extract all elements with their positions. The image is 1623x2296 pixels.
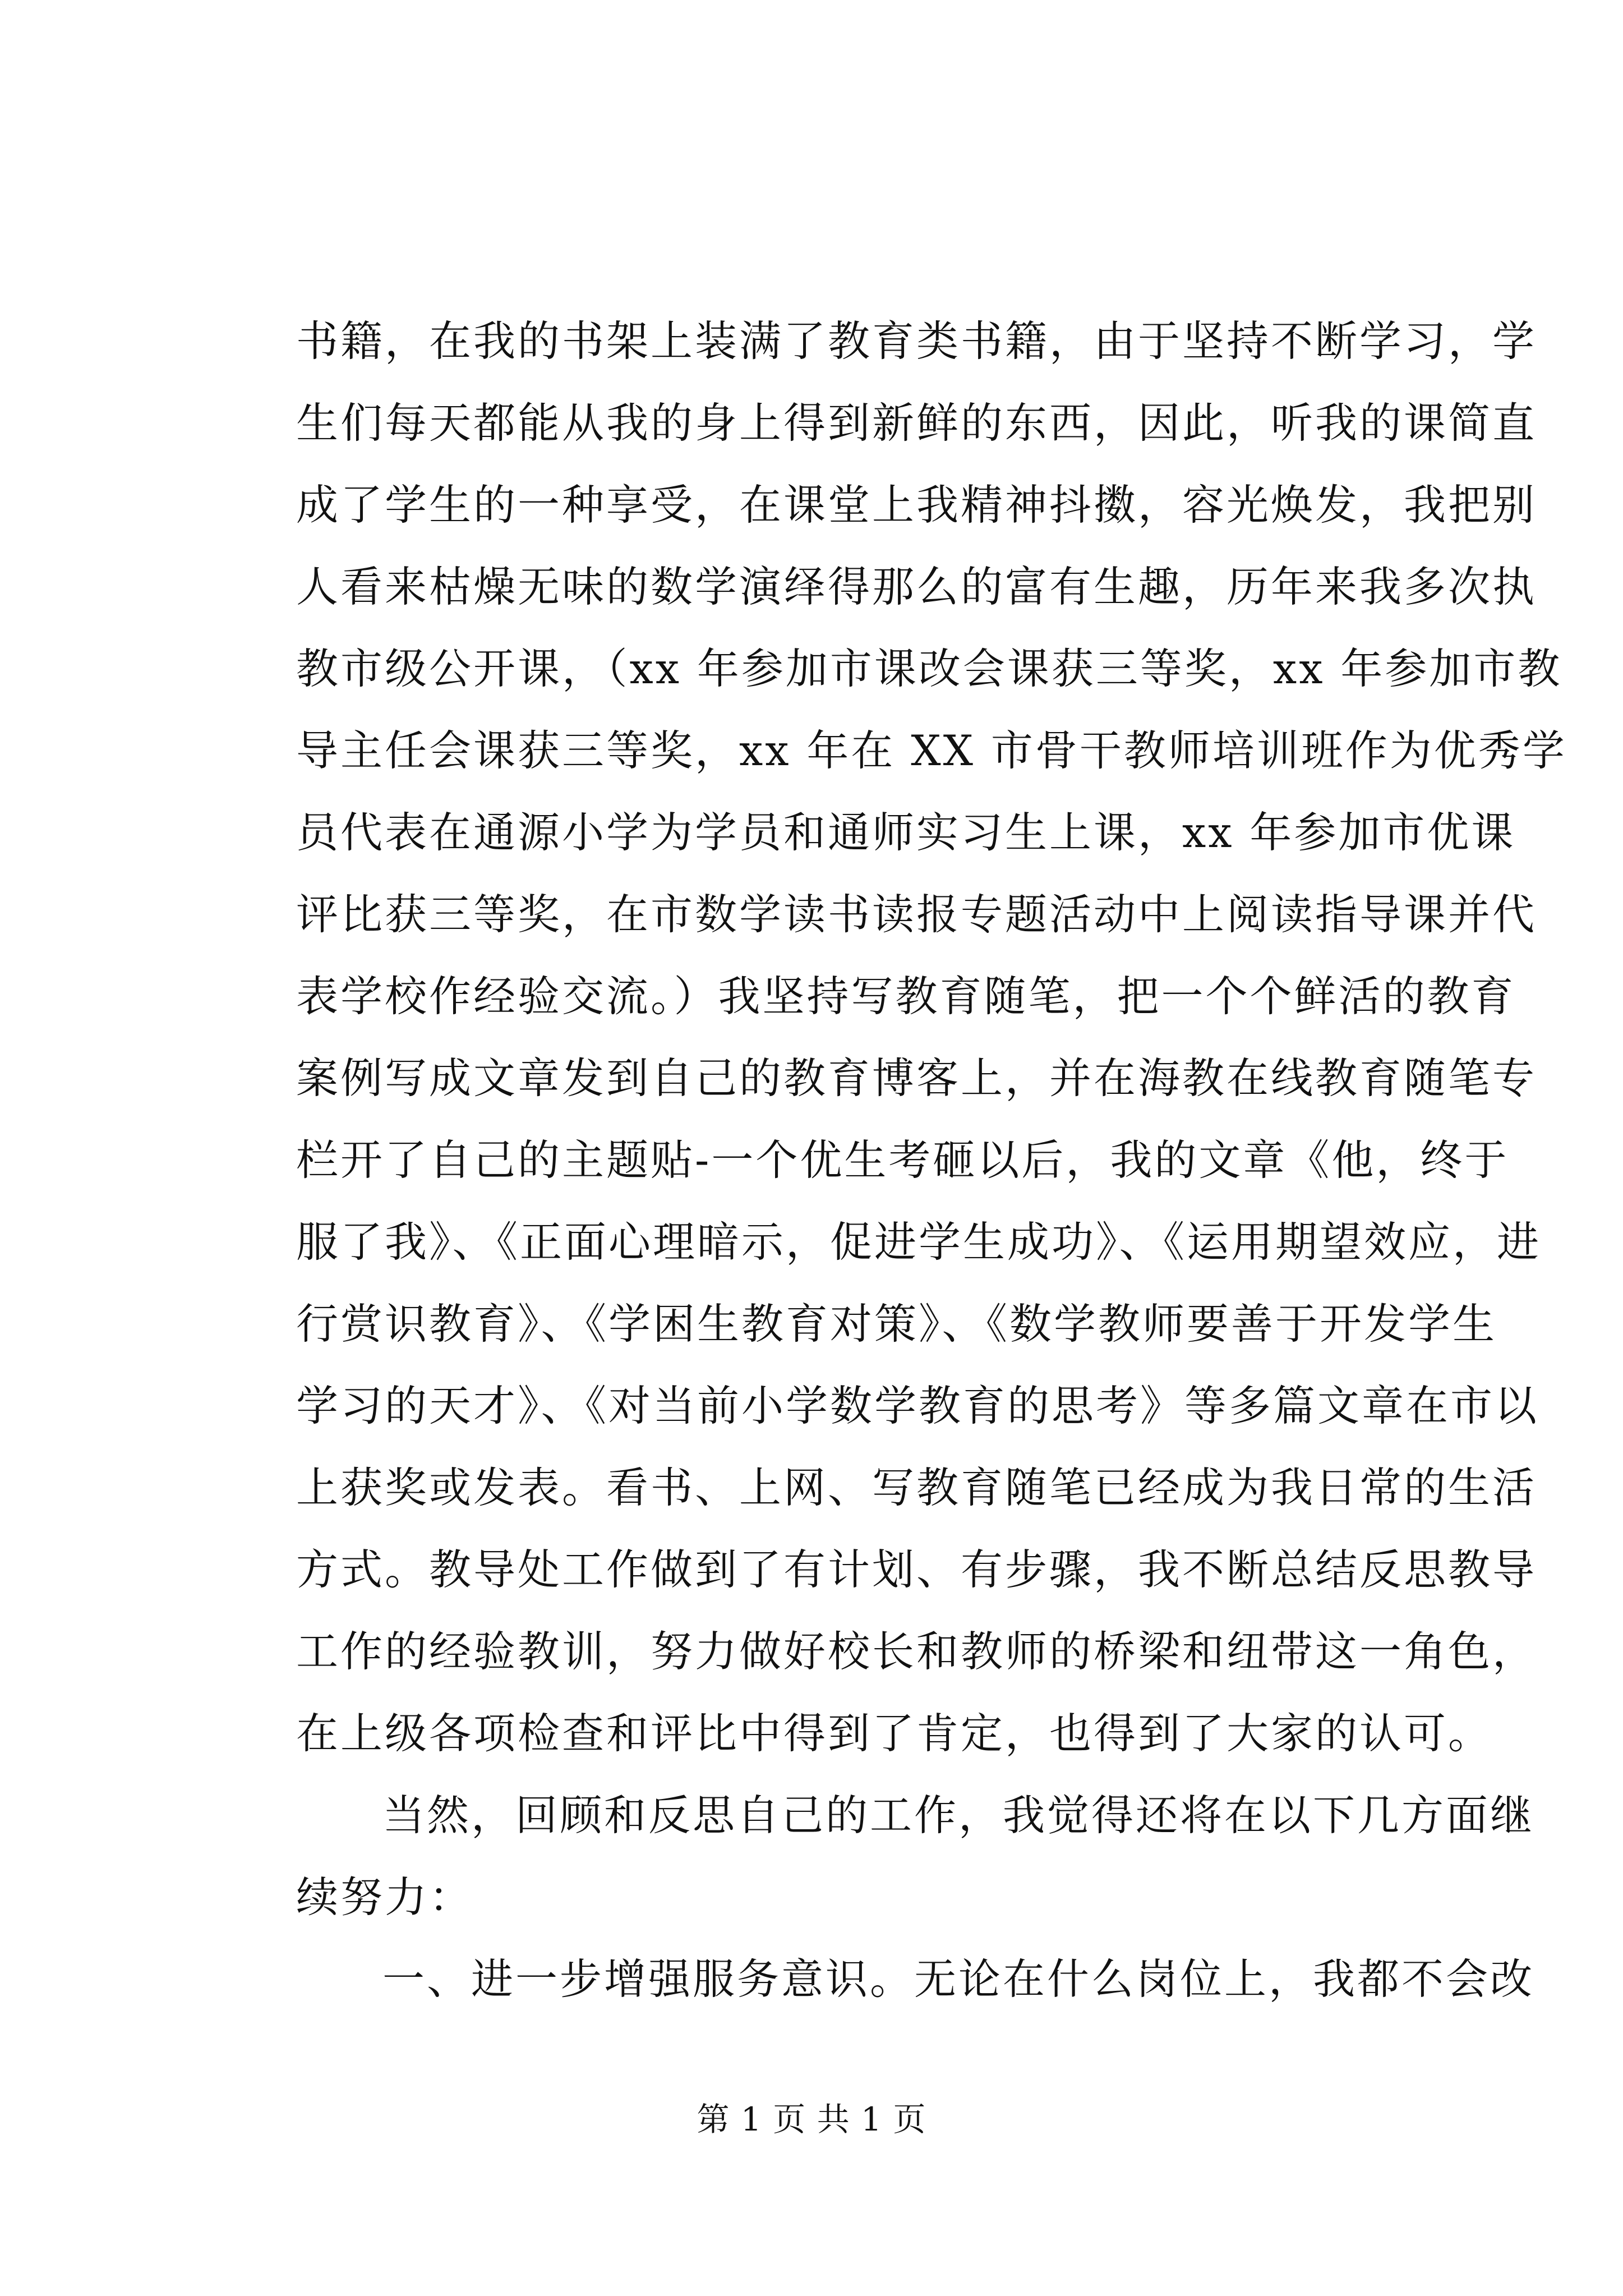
- text-line: 导主任会课获三等奖，xx 年在 XX 市骨干教师培训班作为优秀学: [296, 726, 1567, 775]
- paragraph-reflection: [296, 1774, 1535, 1938]
- text-line: 生们每天都能从我的身上得到新鲜的东西，因此，听我的课简直: [296, 398, 1537, 448]
- document-body: [296, 300, 1567, 2020]
- text-line: 表学校作经验交流。）我坚持写教育随笔，把一个个鲜活的教育: [296, 972, 1516, 1021]
- text-line: 员代表在通源小学为学员和通师实习生上课，xx 年参加市优课: [296, 808, 1516, 857]
- text-line: 书籍，在我的书架上装满了教育类书籍，由于坚持不断学习，学: [296, 316, 1537, 366]
- text-line: 行赏识教育》、《学困生教育对策》、《数学教师要善于开发学生: [296, 1299, 1497, 1349]
- text-line: 当然，回顾和反思自己的工作，我觉得还将在以下几方面继: [382, 1791, 1535, 1840]
- text-line: 评比获三等奖，在市数学读书读报专题活动中上阅读指导课并代: [296, 890, 1537, 939]
- text-line: 学习的天才》、《对当前小学数学教育的思考》等多篇文章在市以: [296, 1381, 1539, 1430]
- text-line: 服了我》、《正面心理暗示，促进学生成功》、《运用期望效应，进: [296, 1217, 1542, 1267]
- text-line: 栏开了自己的主题贴-一个优生考砸以后，我的文章《他，终于: [296, 1135, 1509, 1185]
- paragraph-continuation: [296, 300, 1567, 1774]
- text-line: 一、进一步增强服务意识。无论在什么岗位上，我都不会改: [382, 1954, 1535, 2004]
- text-line: 案例写成文章发到自己的教育博客上，并在海教在线教育随笔专: [296, 1053, 1537, 1103]
- text-line: 教市级公开课，（xx 年参加市课改会课获三等奖，xx 年参加市教: [296, 644, 1562, 693]
- text-line: 人看来枯燥无味的数学演绎得那么的富有生趣，历年来我多次执: [296, 562, 1537, 611]
- text-line: 工作的经验教训，努力做好校长和教师的桥梁和纽带这一角色，: [296, 1627, 1537, 1676]
- paragraph-point-one: [296, 1938, 1535, 2020]
- text-line: 方式。教导处工作做到了有计划、有步骤，我不断总结反思教导: [296, 1545, 1537, 1594]
- page-number: 第 1 页 共 1 页: [697, 2100, 926, 2138]
- text-line: 上获奖或发表。看书、上网、写教育随笔已经成为我日常的生活: [296, 1463, 1537, 1512]
- text-line: 在上级各项检查和评比中得到了肯定，也得到了大家的认可。: [296, 1709, 1493, 1758]
- text-line: 成了学生的一种享受，在课堂上我精神抖擞，容光焕发，我把别: [296, 480, 1537, 530]
- page-footer: [0, 2097, 1623, 2142]
- text-line: 续努力：: [296, 1872, 474, 1922]
